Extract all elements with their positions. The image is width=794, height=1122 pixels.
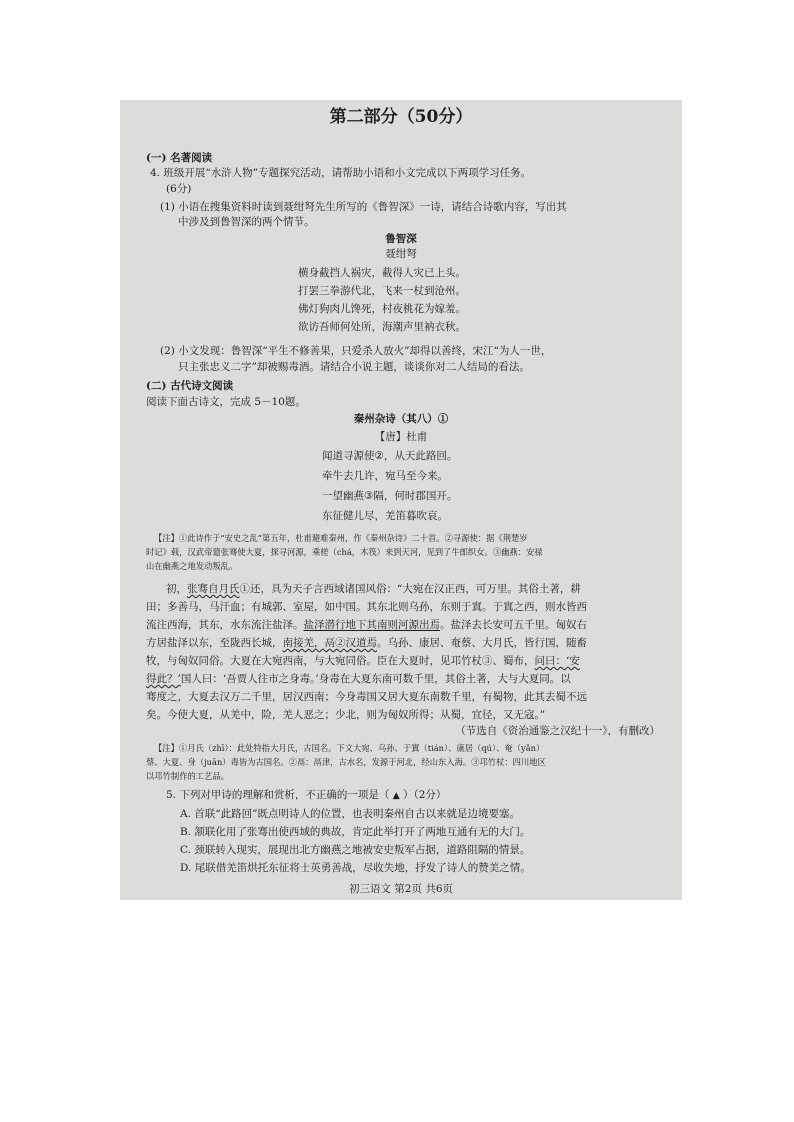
- prose-note: 以邛竹制作的工艺品。: [146, 771, 229, 781]
- poem-line: 东征健儿尽，羌笛暮吹哀。: [322, 510, 448, 522]
- subquestion-1-text: (1) 小语在搜集资料时读到聂绀弩先生所写的《鲁智深》一诗，请结合诗歌内容，写出其: [160, 201, 567, 213]
- exam-page: [120, 100, 682, 900]
- option-b: B. 颔联化用了张骞出使西域的典故，肯定此举打开了两地互通有无的大门。: [180, 826, 531, 838]
- prose-source: （节选自《资治通鉴之汉纪十一》，有删改）: [455, 725, 660, 737]
- option-d: D. 尾联借羌笛烘托东征将士英勇善战，尽收失地，抒发了诗人的赞美之情。: [180, 862, 531, 874]
- question-5-text: 5. 下列对甲诗的理解和赏析，不正确的一项是（: [166, 789, 390, 801]
- prose-line: [146, 618, 587, 632]
- prose-line: 矣。今使大夏，从羌中，险，羌人恶之；少北，则为匈奴所得；从蜀，宜径，又无寇。”: [146, 709, 546, 721]
- poem-author: 【唐】杜甫: [374, 431, 428, 443]
- poem-author: 聂绀弩: [385, 248, 417, 260]
- answer-blank-triangle-icon: ▲: [392, 791, 400, 801]
- prose-text: 初，: [166, 583, 187, 595]
- reading-instruction: 阅读下面古诗文，完成 5－10题。: [146, 396, 306, 408]
- prose-text: 流注西海，其东，水东流注盐泽。: [146, 619, 304, 631]
- prose-text: 方居盐泽以东，至陇西长城，: [146, 637, 283, 649]
- question-4-score: (6分): [166, 183, 192, 195]
- prose-text: 。盐泽去长安可五千里。匈奴右: [440, 619, 587, 631]
- option-c: C. 颈联转入现实，展现出北方幽燕之地被安史叛军占据，道路阻隔的情景。: [180, 844, 531, 856]
- section-heading-ancient: (二) 古代诗文阅读: [146, 380, 234, 392]
- poem-note: 【注】①此诗作于“安史之乱”第五年，杜甫避难秦州，作《秦州杂诗》二十首。②寻源使：据《荆楚岁: [154, 533, 528, 543]
- prose-line: [166, 582, 581, 596]
- poem-line: 欲访吾师何处所，海潮声里衲衣秋。: [298, 321, 466, 333]
- prose-line: [146, 654, 580, 668]
- poem-title-luzhishen: 鲁智深: [385, 233, 417, 245]
- poem-line: 一望幽燕③隔，何时郡国开。: [322, 490, 458, 502]
- prose-note: 蔡、大夏、身（juān）毒皆为古国名。②鬲：鬲津，古水名，发源于河北，经山东入海。③邛竹杖：四川地区: [146, 757, 546, 767]
- subquestion-2-text-cont: 只主张忠义二字”却被赐毒酒。请结合小说主题，谈谈你对二人结局的看法。: [178, 361, 530, 373]
- poem-note: 时记》载，汉武帝遣张骞使大夏，探寻河源，乘槎（chá，木筏）来到天河，见到了牛郎织女。③幽燕：安禄: [146, 547, 543, 557]
- prose-text: 。乌孙、康居、奄蔡、大月氏，皆行国，随畜: [377, 637, 587, 649]
- prose-text: ①还，具为天子言西域诸国风俗：“大宛在汉正西，可万里。其俗土著，耕: [239, 583, 581, 595]
- prose-text: 国人曰：‘吾贾人往市之身毒。’身毒在大夏东南可数千里，其俗土著，大与大夏同。以: [180, 673, 571, 685]
- poem-line: 打罢三拳游代北，飞来一杖到沧州。: [298, 285, 466, 297]
- page-footer: 初三语文 第2页 共6页: [348, 883, 454, 895]
- prose-line: 田；多善马，马汗血；有城郭、室屋，如中国。其东北则乌孙，东则于窴。于窴之西，则水皆西: [146, 601, 587, 613]
- wavy-underline-text: 得此？’: [146, 673, 181, 685]
- poem-line: 牵牛去几许，宛马至今来。: [322, 470, 448, 482]
- section-heading-classics: (一) 名著阅读: [146, 152, 213, 164]
- wavy-underline-text: 张骞自月氏: [187, 583, 240, 595]
- poem-title-qinzhou: 秦州杂诗（其八）①: [353, 413, 449, 425]
- question-5-stem: [166, 788, 446, 803]
- subquestion-1-text-cont: 中涉及到鲁智深的两个情节。: [178, 216, 315, 228]
- question-4-stem: 4. 班级开展“水浒人物”专题探究活动，请帮助小语和小文完成以下两项学习任务。: [150, 167, 532, 179]
- poem-note: 山在幽燕之地发动叛乱。: [146, 561, 238, 571]
- question-5-score: ）（2分）: [402, 789, 447, 801]
- wavy-underline-text: 南接羌，鬲②汉道焉: [282, 637, 377, 649]
- poem-line: 横身截挡人祸灾，截得人灾已上头。: [298, 267, 466, 279]
- prose-note: 【注】①月氏（zhī）：此处特指大月氏，古国名。下文大宛、乌孙、于窴（tián）、康居（qú）、奄（yǎn）: [154, 743, 545, 753]
- poem-line: 佛灯狗肉儿馋死，村夜桃花为嫁羞。: [298, 303, 466, 315]
- underlined-sentence: 盐泽潜行地下其南则河源出焉: [303, 619, 440, 631]
- option-a: A. 首联“此路回”既点明诗人的位置，也表明秦州自古以来就是边境要塞。: [180, 808, 520, 820]
- prose-line: [146, 636, 587, 650]
- wavy-underline-text: 问曰：‘安: [534, 655, 580, 667]
- prose-line: [146, 672, 571, 686]
- poem-line: 闻道寻源使②，从天此路回。: [322, 450, 458, 462]
- prose-text: 牧，与匈奴同俗。大夏在大宛西南，与大宛同俗。臣在大夏时，见邛竹杖③、蜀布，: [146, 655, 535, 667]
- page-title: 第二部分（50分）: [329, 107, 473, 127]
- prose-line: 骞度之，大夏去汉万二千里，居汉西南；今身毒国又居大夏东南数千里，有蜀物，此其去蜀不远: [146, 691, 587, 703]
- subquestion-2-text: (2) 小文发现：鲁智深“平生不修善果，只爱杀人放火”却得以善终，宋江“为人一世，: [160, 345, 552, 357]
